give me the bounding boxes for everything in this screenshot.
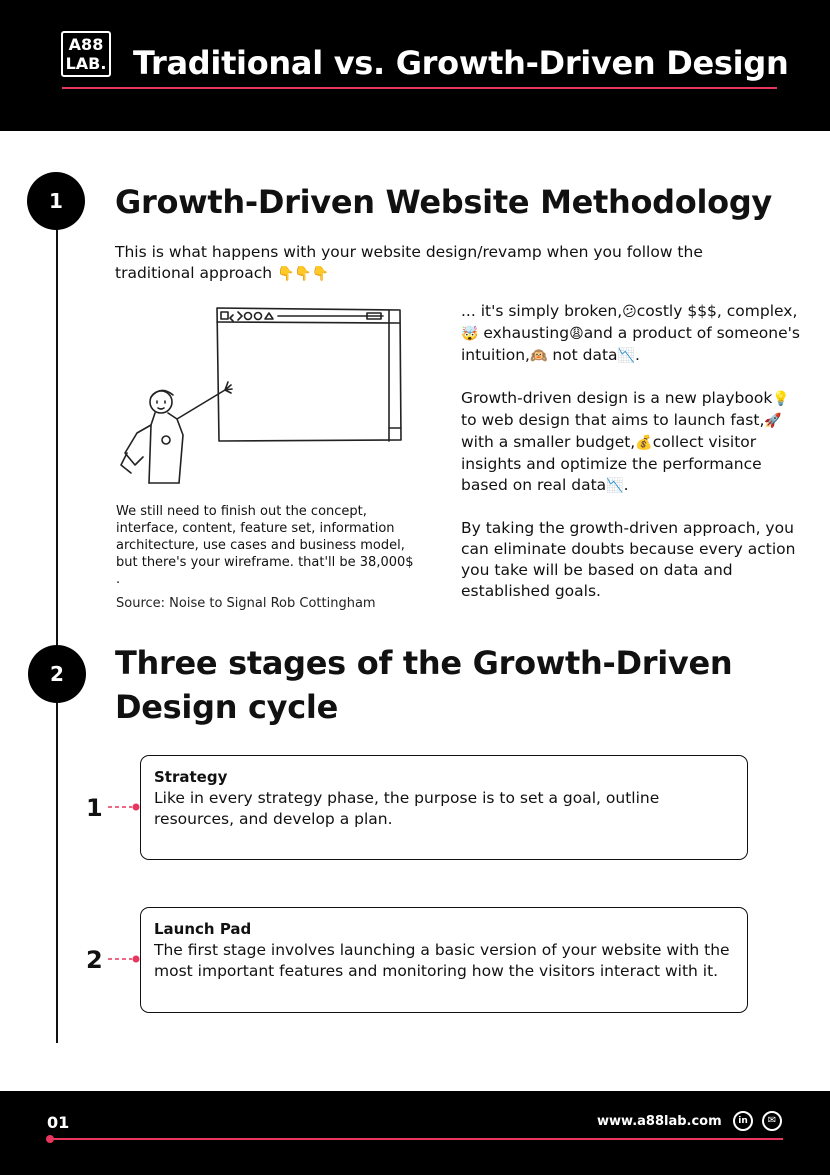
page-footer	[0, 1091, 830, 1175]
page-header	[0, 0, 830, 131]
section1-intro	[115, 242, 755, 285]
vertical-timeline	[56, 205, 58, 1043]
illustration-caption: We still need to finish out the concept, interface, content, feature set, information architecture, use cases and business model, but there's your wireframe. that'll be 38,000$ .	[116, 504, 414, 587]
p1-text-f: .	[635, 346, 640, 364]
section2-title	[115, 641, 732, 729]
section1-title: Growth-Driven Website Methodology	[115, 183, 772, 221]
page-number: 01	[47, 1113, 70, 1132]
stage-title: Launch Pad	[154, 920, 252, 938]
browser-window-frame	[217, 308, 401, 441]
pointing-down-icon: 👇👇👇	[277, 266, 330, 282]
stage-title: Strategy	[154, 768, 228, 786]
money-bag-icon: 💰	[635, 435, 653, 451]
rocket-icon: 🚀	[764, 413, 782, 429]
footer-divider	[50, 1138, 783, 1140]
p2-text-e: .	[623, 476, 629, 494]
p2-text-a: Growth-driven design is a new playbook	[461, 389, 773, 407]
wireframe-cartoon-illustration	[113, 295, 408, 490]
p1-text-e: not data	[547, 346, 618, 364]
p2-text-b: to web design that aims to launch fast,	[461, 411, 765, 429]
section2-title-line2: Design cycle	[115, 688, 338, 726]
chart-icon: 📉	[606, 478, 624, 494]
section2-number-badge: 2	[28, 645, 86, 703]
body-paragraph-3: By taking the growth-driven approach, you can eliminate doubts because every action you take will be based on data and established goals.	[461, 519, 796, 600]
body-paragraph-1	[461, 301, 806, 367]
email-icon[interactable]: ✉	[762, 1111, 782, 1131]
stage-description: The first stage involves launching a basic version of your website with the most important features and monitoring how the visitors interact with it.	[154, 941, 730, 980]
p1-text-c: exhausting	[478, 324, 570, 342]
logo-line2: LAB.	[65, 54, 107, 73]
body-paragraph-2	[461, 388, 806, 497]
p1-text-b: costly $$$, complex,	[636, 302, 798, 320]
stage-number: 2	[86, 946, 103, 974]
website-link[interactable]: www.a88lab.com	[597, 1114, 722, 1129]
intro-text: This is what happens with your website design/revamp when you follow the traditional approach	[115, 243, 703, 282]
logo-line1: A88	[68, 35, 104, 54]
header-divider	[62, 87, 777, 89]
confused-face-icon: 😕	[622, 304, 637, 320]
p2-text-c: with a smaller budget,	[461, 433, 636, 451]
stage-card-launch-pad	[140, 907, 748, 1013]
monkey-icon: 🙉	[529, 348, 548, 364]
stage-card-strategy	[140, 755, 748, 860]
exploding-head-icon: 🤯	[461, 326, 479, 342]
a88lab-logo	[61, 31, 111, 77]
illustration-source: Source: Noise to Signal Rob Cottingham	[116, 596, 376, 611]
weary-face-icon: 😩	[569, 326, 584, 342]
p1-text-a: ... it's simply broken,	[461, 302, 623, 320]
section1-number-badge: 1	[27, 172, 85, 230]
page-title: Traditional vs. Growth-Driven Design	[133, 44, 789, 82]
stage-description: Like in every strategy phase, the purpose is to set a goal, outline resources, and develop a plan.	[154, 789, 660, 828]
stage-connector	[106, 802, 142, 812]
section1-body	[461, 301, 806, 623]
stage-connector	[106, 954, 142, 964]
lightbulb-icon: 💡	[772, 391, 790, 407]
linkedin-icon[interactable]: in	[733, 1111, 753, 1131]
p1-text-d: and a product of someone's intuition,	[461, 324, 800, 364]
stage-number: 1	[86, 794, 103, 822]
chart-icon: 📉	[617, 348, 635, 364]
footer-divider-dot	[46, 1135, 54, 1143]
section2-title-line1: Three stages of the Growth-Driven	[115, 644, 733, 682]
p2-text-d: collect visitor insights and optimize the performance based on real data	[461, 433, 762, 494]
